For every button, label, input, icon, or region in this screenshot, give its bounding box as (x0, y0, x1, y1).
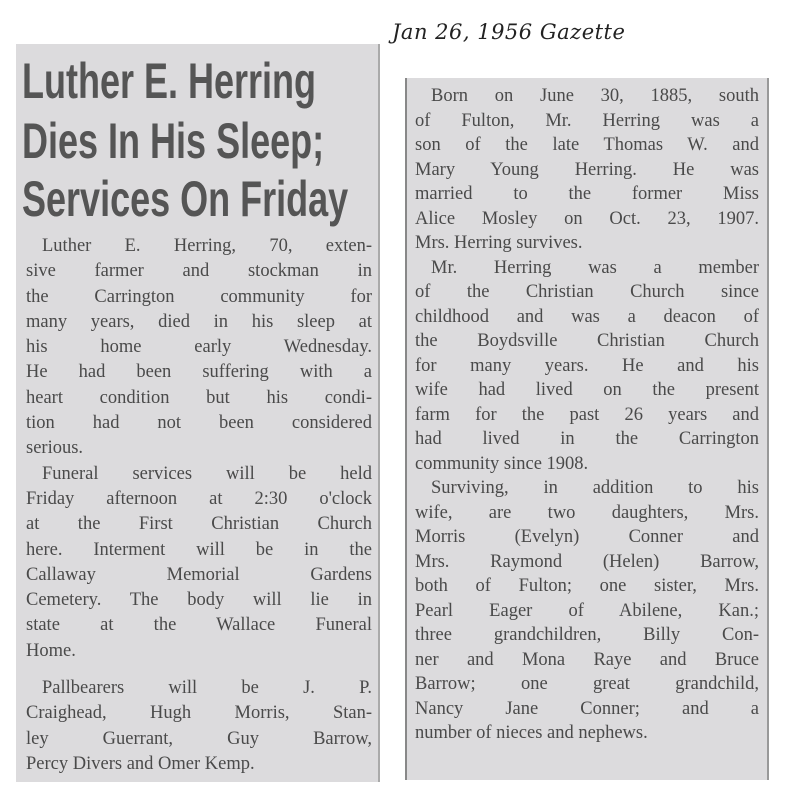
handwritten-date-annotation: Jan 26, 1956 Gazette (392, 20, 626, 44)
text-line: three grandchildren, Billy Con- (415, 625, 759, 645)
text-line: state at the Wallace Funeral (26, 615, 372, 636)
clipping-right-column (405, 78, 769, 780)
text-line: many years, died in his sleep at (26, 311, 372, 332)
text-line: at the First Christian Church (26, 514, 372, 535)
text-line: the Boydsville Christian Church (415, 331, 759, 351)
headline-line: Services On Friday (22, 171, 349, 227)
text-line: Friday afternoon at 2:30 o'clock (26, 488, 372, 509)
text-line: Barrow; one great grandchild, (415, 674, 759, 694)
text-line: Percy Divers and Omer Kemp. (26, 753, 255, 774)
text-line: wife had lived on the present (415, 380, 759, 400)
text-line: Morris (Evelyn) Conner and (415, 527, 759, 547)
text-line: Cemetery. The body will lie in (26, 590, 372, 611)
text-line: Born on June 30, 1885, south (431, 86, 759, 106)
text-line: Nancy Jane Conner; and a (415, 698, 759, 719)
text-line: Mrs. Herring survives. (415, 233, 583, 253)
text-line: Mr. Herring was a member (431, 257, 759, 278)
headline-line: Luther E. Herring (22, 53, 317, 109)
text-line: Mrs. Raymond (Helen) Barrow, (415, 551, 759, 572)
paragraph (26, 234, 372, 462)
text-line: He had been suffering with a (26, 362, 372, 383)
article-body-right (415, 84, 759, 746)
text-line: ner and Mona Raye and Bruce (415, 649, 759, 670)
text-line: Funeral services will be held (42, 463, 372, 484)
clipping-left-column (16, 44, 380, 782)
text-line: Home. (26, 640, 76, 661)
text-line: wife, are two daughters, Mrs. (415, 502, 759, 523)
paragraph (415, 256, 759, 477)
text-line: for many years. He and his (415, 355, 759, 376)
text-line: of Fulton, Mr. Herring was a (415, 110, 759, 131)
paragraph (26, 462, 372, 664)
text-line: his home early Wednesday. (26, 337, 372, 358)
text-line: of the Christian Church since (415, 282, 759, 302)
text-line: Mary Young Herring. He was (415, 159, 759, 180)
text-line: sive farmer and stockman in (26, 261, 372, 282)
paragraph (415, 476, 759, 746)
text-line: childhood and was a deacon of (415, 306, 759, 327)
text-line: Craighead, Hugh Morris, Stan- (26, 703, 372, 724)
text-line: heart condition but his condi- (26, 387, 372, 408)
article-body-left (26, 234, 372, 777)
text-line: Luther E. Herring, 70, exten- (42, 236, 372, 256)
text-line: farm for the past 26 years and (415, 404, 759, 425)
text-line: Alice Mosley on Oct. 23, 1907. (415, 208, 759, 229)
text-line: son of the late Thomas W. and (415, 135, 759, 155)
paragraph (415, 84, 759, 256)
text-line: ley Guerrant, Guy Barrow, (26, 728, 372, 749)
text-line: Surviving, in addition to his (431, 478, 759, 498)
text-line: here. Interment will be in the (26, 539, 372, 560)
text-line: Callaway Memorial Gardens (26, 564, 372, 585)
text-line: serious. (26, 438, 84, 459)
text-line: Pearl Eager of Abilene, Kan.; (415, 600, 759, 621)
text-line: community since 1908. (415, 453, 589, 474)
text-line: tion had not been considered (26, 413, 372, 434)
text-line: married to the former Miss (415, 184, 759, 204)
text-line: number of nieces and nephews. (415, 723, 648, 743)
paragraph (26, 676, 372, 777)
text-line: had lived in the Carrington (415, 429, 759, 449)
text-line: both of Fulton; one sister, Mrs. (415, 576, 759, 596)
text-line: the Carrington community for (26, 286, 372, 307)
text-line: Pallbearers will be J. P. (42, 678, 372, 699)
headline-line: Dies In His Sleep; (22, 113, 325, 169)
